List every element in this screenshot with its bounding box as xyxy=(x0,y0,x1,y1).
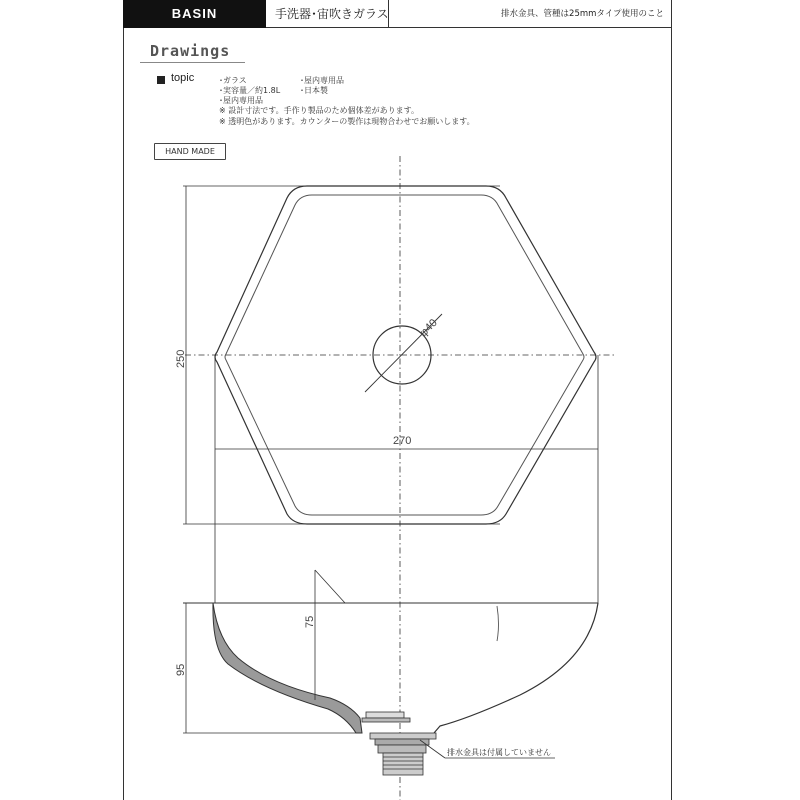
interior-curve-mark xyxy=(497,606,499,641)
depth-75-label: 75 xyxy=(304,615,316,628)
dim-75-leader xyxy=(315,570,345,603)
callout-text: 排水金具は付属していません xyxy=(447,748,551,757)
product-title: 手洗器･宙吹きガラス xyxy=(275,7,389,21)
hand-made-badge: HAND MADE xyxy=(154,143,226,160)
spec-item: ･屋内専用品 xyxy=(300,76,344,85)
spec-note: ※ 透明色があります。カウンターの製作は現物合わせでお願いします。 xyxy=(219,117,475,126)
height-95-label: 95 xyxy=(175,663,187,676)
glass-wall-section xyxy=(213,603,362,733)
drain-diameter-label: φ40 xyxy=(417,316,440,340)
topic-label: topic xyxy=(171,72,195,84)
spec-item: ･日本製 xyxy=(300,86,328,95)
spec-item: ･実容量／約1.8L xyxy=(219,86,281,95)
drain-note: 排水金具、管種は25mmタイプ使用のこと xyxy=(501,9,664,19)
spec-item: ･ガラス xyxy=(219,76,247,85)
spec-item: ･屋内専用品 xyxy=(219,96,263,105)
basin-body-outline xyxy=(434,603,598,733)
section-title: Drawings xyxy=(150,42,231,60)
category-label: BASIN xyxy=(123,0,266,28)
spec-note: ※ 設計寸法です。手作り製品のため個体差があります。 xyxy=(219,106,419,115)
height-250-label: 250 xyxy=(175,349,187,368)
width-270-label: 270 xyxy=(393,435,412,447)
